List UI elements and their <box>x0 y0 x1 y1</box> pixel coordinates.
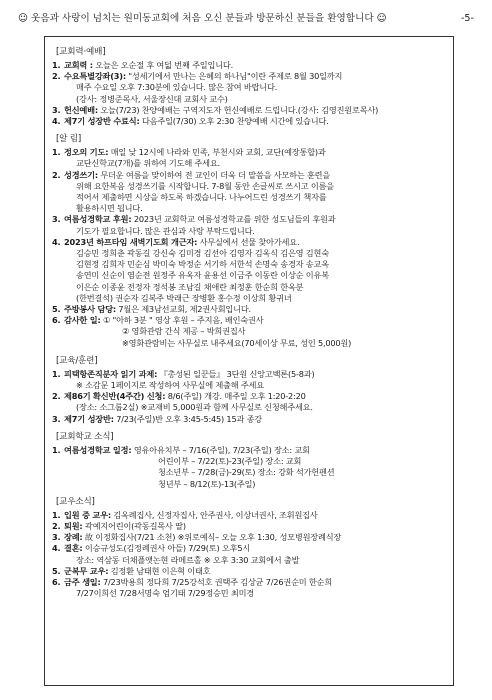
item-number: 4. <box>52 543 61 554</box>
item-line <box>64 170 448 181</box>
item-number: 1. <box>52 368 61 379</box>
item-line <box>64 577 448 588</box>
item-line <box>64 414 448 425</box>
item-body <box>64 445 448 490</box>
item-text: 7/23(주일)반 오후 3:45-5:45) 15과 종강 <box>116 413 262 424</box>
item-label: 성경쓰기: <box>64 169 98 180</box>
list-item <box>52 414 448 425</box>
item-line <box>64 105 448 116</box>
item-line <box>64 445 448 456</box>
item-label: 감사한 일: <box>64 315 101 326</box>
item-body <box>64 566 448 577</box>
item-body <box>64 521 448 532</box>
item-continuation: 김승민 정희춘 곽동길 강신숙 김미경 김선아 김영자 김옥식 김은영 김현숙 <box>76 248 329 259</box>
item-continuation: (장소: 소그룹2실) ※교재비 5,000원과 함께 사무실로 신청해주세요. <box>76 402 313 413</box>
list-item <box>52 237 448 304</box>
list-item <box>52 532 448 543</box>
item-body <box>64 147 448 169</box>
item-text: 8/6(주일) 개강. 매주일 오후 1:20-2:20 <box>167 391 306 402</box>
school-section <box>52 431 448 490</box>
item-body <box>64 116 448 127</box>
item-label: 제7기 성장반 수료식: <box>64 116 140 127</box>
item-label: 헌신예배: <box>64 104 98 115</box>
item-continuation: 장소: 역삼동 더채플앳논현 라메르홀 ※ 오후 3:30 교회에서 출발 <box>76 554 300 565</box>
item-label: 퇴원: <box>64 520 83 531</box>
item-label: 금주 생일: <box>64 576 101 587</box>
item-body <box>64 369 448 391</box>
item-text: ① "아하 3분 " 영상 후원 – 주지음, 배인숙권사 <box>102 315 264 326</box>
item-continuation: 위해 요한복음 성경쓰기를 시작합니다. 7-8월 동안 손글씨로 쓰시고 이름을 <box>76 180 334 191</box>
item-number: 2. <box>52 169 61 180</box>
item-line <box>64 71 448 82</box>
item-body <box>64 237 448 304</box>
item-label: 여름성경학교 후원: <box>64 214 132 225</box>
item-number: 3. <box>52 532 61 543</box>
item-text: 다음주일(7/30) 오후 2:30 찬양예배 시간에 있습니다. <box>141 116 329 127</box>
list-item <box>52 105 448 116</box>
item-body <box>64 510 448 521</box>
item-line <box>64 304 448 315</box>
item-label: 여름성경학교 일정: <box>64 444 132 455</box>
item-body <box>64 315 448 349</box>
item-line <box>64 214 448 225</box>
item-body <box>64 71 448 105</box>
list-item <box>52 445 448 490</box>
item-text: 매일 낮 12시에 나라와 민족, 부천시와 교회, 교단(예장통합)과 <box>110 147 326 158</box>
item-label: 장례: <box>64 532 83 543</box>
item-continuation: 7/27이희선 7/28서명숙 엄기태 7/29정승민 최미경 <box>76 588 255 599</box>
item-body <box>64 532 448 543</box>
item-text: 이승규성도(김정례권사 아들) 7/29(토) 오후5시 <box>84 543 251 554</box>
item-continuation: 이은순 이종윤 전정자 정석봉 조남길 채애란 최정훈 한순희 한옥분 <box>76 281 304 292</box>
item-line <box>64 391 448 402</box>
item-body <box>64 543 448 565</box>
item-continuation: 송연미 신순이 염순전 원정주 유옥자 윤용선 이금주 이동란 이상순 이유복 <box>76 270 329 281</box>
item-label: 교회력 : <box>64 60 93 70</box>
item-number: 2. <box>52 71 61 82</box>
item-label: 결혼: <box>64 543 83 554</box>
item-line <box>64 147 448 158</box>
item-text: 사무실에서 선물 찾아가세요. <box>199 236 300 247</box>
item-number: 1. <box>52 444 61 455</box>
item-text: "성세기에서 만나는 은혜의 하나님"이란 주제로 8월 30일까지 <box>128 71 343 82</box>
page-number: -5- <box>460 13 474 24</box>
item-text: 무더운 여름을 맞이하여 전 교인이 더욱 더 말씀을 사모하는 훈련을 <box>100 169 331 180</box>
item-body <box>64 414 448 425</box>
item-continuation: 교단신학교(7개)를 위하여 기도해 주세요. <box>76 158 220 169</box>
item-number: 3. <box>52 214 61 225</box>
item-number: 6. <box>52 315 61 326</box>
list-item <box>52 566 448 577</box>
item-body <box>64 170 448 215</box>
item-continuation: ※영화관람비는 사무실로 내주세요(70세이상 무료, 성인 5,000원) <box>122 337 352 348</box>
item-continuation: ② 영화관람 간식 제공 – 박희권집사 <box>122 326 246 337</box>
item-continuation: 매주 수요일 오후 7:30분에 있습니다. 많은 참여 바랍니다. <box>76 82 278 93</box>
section-title: [교회력·예배] <box>56 47 106 57</box>
item-line <box>64 510 448 521</box>
item-label: 피택항존직분자 읽기 과제: <box>64 368 158 379</box>
item-text: 김정환 남태현 이은혁 이태호 <box>110 565 211 576</box>
item-continuation: 활용하시면 됩니다. <box>76 203 143 214</box>
item-line <box>64 237 448 248</box>
item-line <box>64 116 448 127</box>
list-item <box>52 391 448 413</box>
list-item <box>52 170 448 215</box>
item-line <box>64 521 448 532</box>
item-number: 3. <box>52 104 61 115</box>
item-body <box>64 60 448 71</box>
item-line <box>64 532 448 543</box>
item-label: 2023년 하프타임 새벽기도회 개근자: <box>64 236 198 247</box>
list-item <box>52 369 448 391</box>
item-text: 곽예지어린이(곽동길목사 딸) <box>84 520 186 531</box>
item-continuation: 적어서 제출하면 시상을 하도록 하겠습니다. 나누어드린 성경쓰기 책자를 <box>76 192 327 203</box>
header-text: ☺ 웃음과 사랑이 넘치는 원미동교회에 처음 오신 분들과 방문하신 분들을 환영합니다 ☺ <box>18 13 387 24</box>
section-title: [교육/훈련] <box>56 355 98 366</box>
list-item <box>52 60 448 71</box>
item-body <box>64 105 448 116</box>
list-item <box>52 521 448 532</box>
item-continuation: ※ 소감문 1페이지로 작성하여 사무실에 제출해 주세요 <box>76 380 264 391</box>
list-item <box>52 147 448 169</box>
list-item <box>52 577 448 599</box>
item-number: 5. <box>52 304 61 315</box>
item-number: 5. <box>52 565 61 576</box>
item-text: 김옥례집사, 신정자집사, 안주권사, 이상녀권사, 조휘원집사 <box>113 509 318 520</box>
item-number: 3. <box>52 413 61 424</box>
item-text: 오늘(7/23) 찬양예배는 구역지도자 헌신예배로 드립니다.(강사: 김영진원로목사) <box>100 104 379 115</box>
item-body <box>64 577 448 599</box>
item-continuation: 청년부 – 8/12(토)-13(주일) <box>158 478 256 489</box>
section-title: [알 림] <box>56 134 82 145</box>
item-number: 1. <box>52 147 61 158</box>
list-item <box>52 304 448 315</box>
item-line <box>64 369 448 380</box>
item-continuation: 어린이부 – 7/22(토)-23(주일) 장소: 교회 <box>158 456 302 467</box>
item-body <box>64 391 448 413</box>
item-text: 오늘은 오순절 후 여덟 번째 주일입니다. <box>95 60 234 70</box>
item-continuation: (한번결석) 권순자 김복주 박래근 장병환 홍수정 이상희 황귀녀 <box>76 292 292 303</box>
list-item <box>52 543 448 565</box>
item-number: 2. <box>52 520 61 531</box>
item-text: 故 이정화집사(7/21 소천) ※위로예식– 오늘 오후 1:30, 성모병원장례식장 <box>84 532 342 543</box>
list-item <box>52 71 448 105</box>
list-item <box>52 116 448 127</box>
page-header <box>18 10 474 28</box>
item-body <box>64 304 448 315</box>
item-continuation: (강사: 정병준목사, 서울장신대 교회사 교수) <box>76 93 228 104</box>
item-continuation: 청소년부 – 7/28(금)-29(토) 장소: 강화 석가헌펜션 <box>158 467 335 478</box>
education-section <box>52 355 448 425</box>
section-title: [교우소식] <box>56 496 95 507</box>
list-item <box>52 510 448 521</box>
item-text: 영유아유치부 – 7/16(주일), 7/23(주일) 장소: 교회 <box>133 444 310 455</box>
item-label: 정오의 기도: <box>64 147 109 158</box>
item-body <box>64 214 448 236</box>
item-continuation: 김현정 김희자 민순심 박미숙 박정순 서기하 서한석 손명숙 송경자 송교옥 <box>76 259 329 270</box>
worship-section <box>52 46 448 127</box>
item-number: 4. <box>52 236 61 247</box>
item-number: 1. <box>52 509 61 520</box>
item-label: 군복무 교우: <box>64 565 109 576</box>
item-continuation: 기도가 필요합니다. 많은 관심과 사랑 부탁드립니다. <box>76 225 255 236</box>
item-label: 주방봉사 담당: <box>64 304 116 315</box>
item-number: 4. <box>52 116 61 127</box>
bulletin-content <box>52 44 448 680</box>
item-line <box>64 566 448 577</box>
item-label: 제7기 성장반: <box>64 413 114 424</box>
item-text: 7/23박용희 정다희 7/25강석호 권택주 김상균 7/26권순미 한순희 <box>102 576 333 587</box>
item-text: 『총성된 일꾼들』 3단원 신앙고백론(5-8과) <box>159 368 315 379</box>
section-title: [교회학교 소식] <box>56 431 114 442</box>
list-item <box>52 315 448 349</box>
item-line <box>64 543 448 554</box>
item-label: 수요특별강좌(3): <box>64 71 126 82</box>
item-number: 6. <box>52 576 61 587</box>
list-item <box>52 214 448 236</box>
item-label: 입원 중 교우: <box>64 509 111 520</box>
item-text: 2023년 교회학교 여름성경학교를 위한 성도님들의 후원과 <box>133 214 336 225</box>
item-text: 7월은 제3남선교회, 제2권사회입니다. <box>118 304 251 315</box>
members-section <box>52 496 448 600</box>
item-line <box>64 315 448 326</box>
item-label: 제86기 확신반(4주간) 신청: <box>64 391 166 402</box>
item-line <box>64 60 448 71</box>
item-number: 2. <box>52 391 61 402</box>
item-number: 1. <box>52 60 61 70</box>
notice-section <box>52 133 448 349</box>
